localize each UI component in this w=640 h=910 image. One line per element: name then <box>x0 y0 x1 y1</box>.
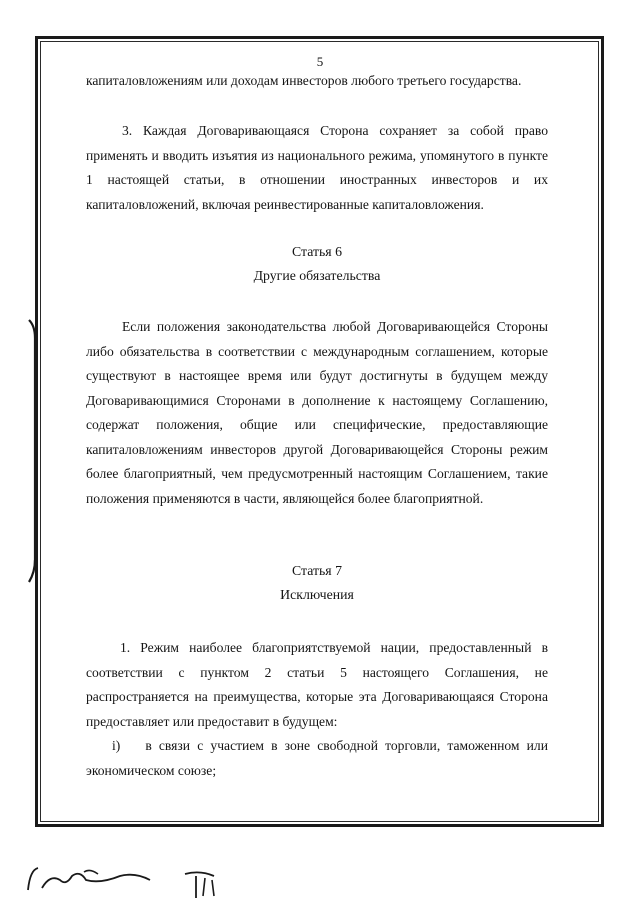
article-7-item-i <box>86 734 548 783</box>
list-item-text: в связи с участием в зоне свободной торговли, таможенном или экономическом союзе; <box>86 738 548 778</box>
binding-bracket-upper <box>27 318 41 568</box>
article-title: Исключения <box>280 587 354 602</box>
paragraph-text: 3. Каждая Договаривающаяся Сторона сохраняет за собой право применять и вводить изъятия из национального режима, упомянутого в пункте 1 настоящей статьи, в отношении иностранных инвесторов и их капиталовложений, включая реинвестированные капиталовложения. <box>86 123 548 212</box>
list-item <box>86 734 548 783</box>
paragraph-3 <box>86 119 548 217</box>
paragraph-text: 1. Режим наиболее благоприятствуемой нации, предоставленный в соответствии с пунктом 2 статьи 5 настоящего Соглашения, не распространяется на преимущества, которые эта Договаривающаяся Сторона предоставляет или предоставит в будущем: <box>86 640 548 729</box>
page-number: 5 <box>316 54 324 69</box>
article-number: Статья 6 <box>291 244 342 259</box>
paragraph-text: капиталовложениям или доходам инвесторов любого третьего государства. <box>86 73 522 88</box>
article-7-header <box>86 559 548 607</box>
article-title: Другие обязательства <box>253 268 381 283</box>
article-number: Статья 7 <box>291 563 342 578</box>
paragraph-continued <box>86 69 548 94</box>
list-marker: i) <box>112 738 121 753</box>
article-6-body <box>86 315 548 511</box>
binding-bracket-lower <box>27 560 41 590</box>
handwritten-signature <box>0 850 640 905</box>
article-6-header <box>86 240 548 288</box>
article-7-paragraph-1 <box>86 636 548 734</box>
paragraph-text: Если положения законодательства любой Договаривающейся Стороны либо обязательства в соответствии с международным соглашением, которые существуют в настоящее время или будут достигнуты в будущем между Договаривающимися Сторонами в дополнение к настоящему Соглашению, содержат положения, общие или специфические, предоставляющие капиталовложениям инвесторов другой Договаривающейся Стороны режим более благоприятный, чем предусмотренный настоящим Соглашением, такие положения применяются в части, являющейся более благоприятной. <box>86 319 548 506</box>
